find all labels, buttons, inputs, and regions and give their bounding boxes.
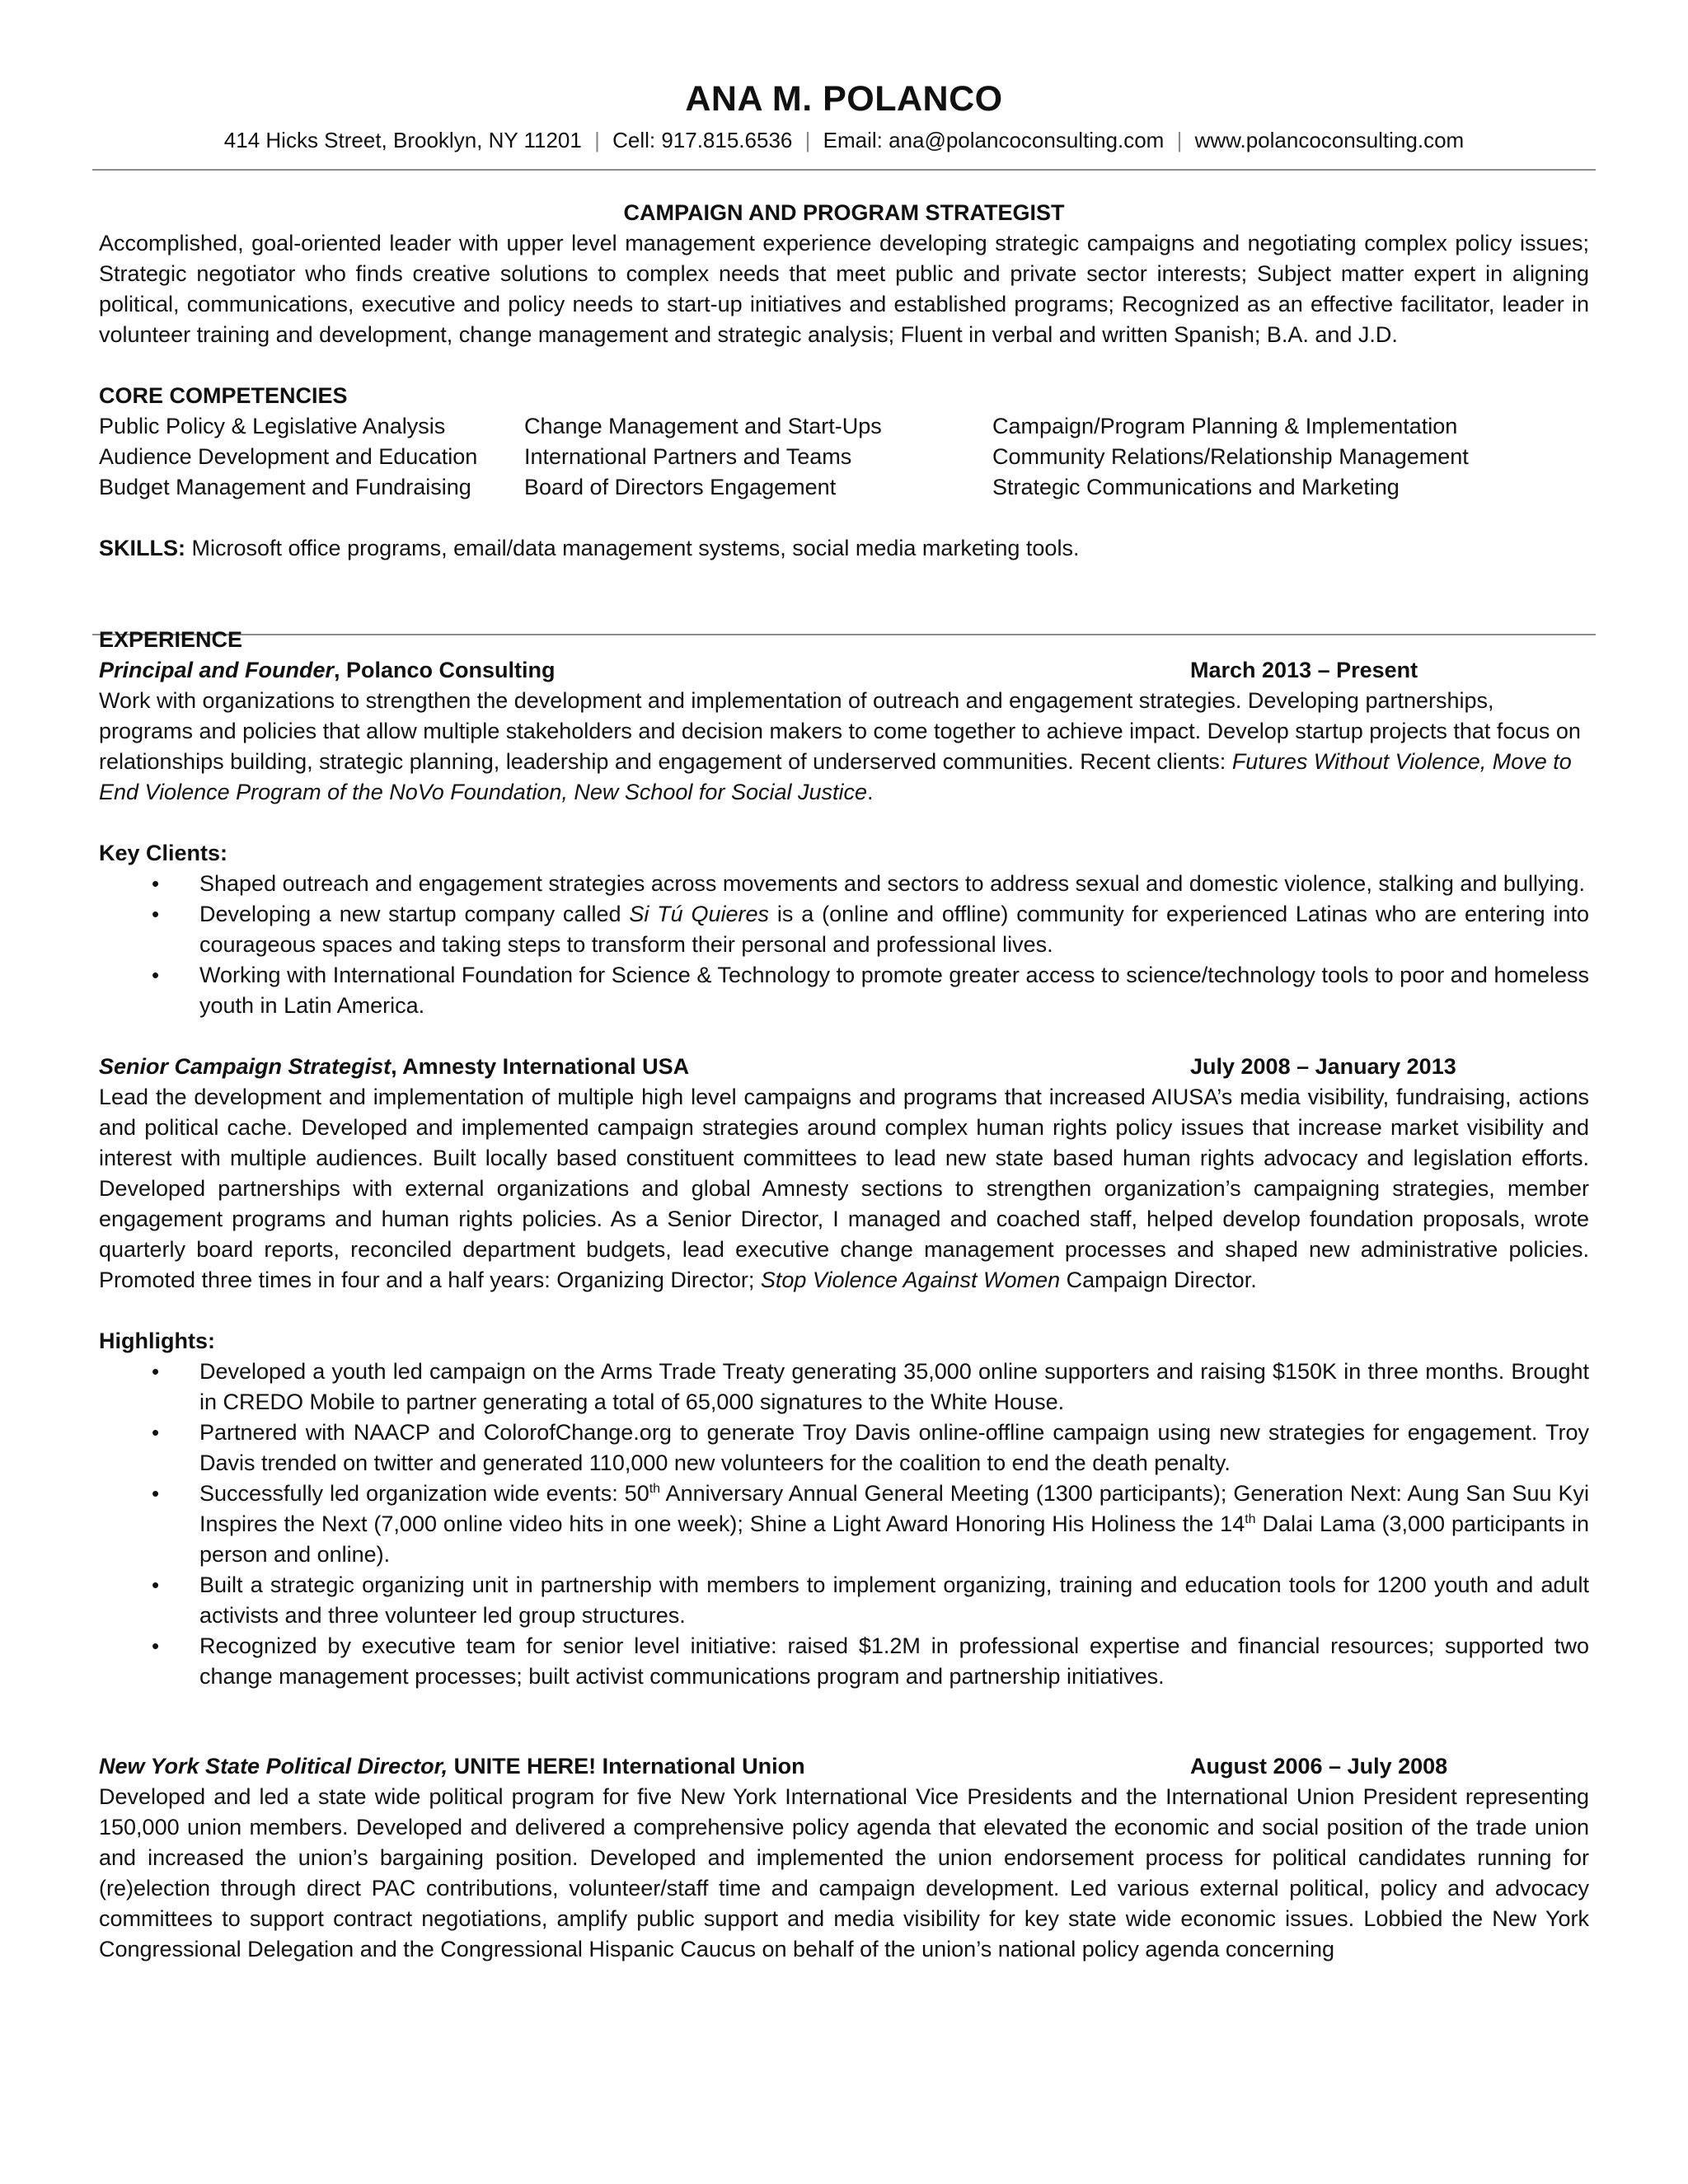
job-description: Developed and led a state wide political program for five New York International Vice Presidents and the International Union President representing 150,000 union members. Developed and delivered a comprehensive policy agenda that elevated the economic and social position of the trade union and increased the union’s bargaining position. Developed and implemented the union endorsement process for political candidates running for (re)election through direct PAC contributions, volunteer/staff time and campaign development. Led various external political, policy and advocacy committees to support contract negotiations, amplify public support and media visibility for key state wide economic issues. Lobbied the New York Congressional Delegation and the Congressional Hispanic Caucus on behalf of the union’s national policy agenda concerning [99,1784,1589,1961]
contact-email[interactable]: Email: ana@polancoconsulting.com [823,128,1165,152]
list-item [99,1357,1589,1418]
list-item [99,960,1589,1021]
key-clients-list [99,869,1589,1021]
ordinal-suffix: th [1245,1512,1256,1526]
job-header [99,1751,1589,1782]
contact-website[interactable]: www.polancoconsulting.com [1194,128,1465,152]
job-desc-text: Lead the development and implementation of multiple high level campaigns and programs that increased AIUSA’s media visibility, fundraising, actions and political cache. Developed and implemented campaign strategies around complex human rights policy issues that increase market visibility and interest with multiple audiences. Built locally based constituent committees to lead new state based human rights advocacy and legislation efforts. Developed partnerships with external organizations and global Amnesty sections to strengthen organization’s campaigning strategies, member engagement programs and human rights policies. As a Senior Director, I managed and coached staff, helped develop foundation proposals, wrote quarterly board reports, reconciled department budgets, lead executive change management processes and shaped new administrative policies. Promoted three times in four and a half years: Organizing Director; [99,1085,1589,1292]
job-dates: March 2013 – Present [1190,658,1418,682]
job-role: New York State Political Director, [99,1754,448,1779]
competency-item: Public Policy & Legislative Analysis [99,414,446,438]
competency-item: Campaign/Program Planning & Implementation [992,414,1458,438]
bullet-icon: • [152,871,160,896]
contact-cell: Cell: 917.815.6536 [612,128,793,152]
contact-line [99,125,1589,155]
ordinal-suffix: th [649,1482,661,1496]
competencies-grid [99,411,1589,503]
list-item-text: Successfully led organization wide events: 50 [199,1481,649,1506]
contact-separator: | [804,128,811,152]
competency-item: Community Relations/Relationship Management [992,444,1469,469]
job-org: UNITE HERE! International Union [448,1754,805,1779]
resume-page [99,76,1589,1965]
job-description [99,686,1589,808]
bullet-icon: • [152,1420,160,1445]
list-item-text: Developed a youth led campaign on the Arms Trade Treaty generating 35,000 online supporters and raising $150K in three months. Brought in CREDO Mobile to partner generating a total of 65,000 signatures to the White House. [199,1359,1589,1414]
skills-line [99,533,1589,564]
list-item-text: Built a strategic organizing unit in partnership with members to implement organizing, training and education tools for 1200 youth and adult activists and three volunteer led group structures. [199,1572,1589,1628]
bullet-icon: • [152,902,160,926]
competency-item: Strategic Communications and Marketing [992,475,1400,499]
job-role: Principal and Founder [99,658,335,682]
competency-item: Board of Directors Engagement [524,475,837,499]
competency-item: International Partners and Teams [524,444,852,469]
job-header [99,1052,1589,1082]
competency-item: Audience Development and Education [99,444,478,469]
list-item-text: Partnered with NAACP and ColorofChange.org to generate Troy Davis online-offline campaign using new strategies for engagement. Troy Davis trended on twitter and generated 110,000 new volunteers for the coalition to end the death penalty. [199,1420,1589,1475]
bullet-icon: • [152,963,160,987]
list-item [99,869,1589,899]
highlights-heading: Highlights: [99,1329,215,1353]
list-item [99,1418,1589,1479]
job-header [99,655,1589,686]
competency-item: Budget Management and Fundraising [99,475,471,499]
highlights-list [99,1357,1589,1692]
bullet-icon: • [152,1572,160,1597]
list-item-text: Developing a new startup company called [199,902,630,926]
experience-heading: EXPERIENCE [99,627,243,652]
job-desc-end: . [867,780,874,804]
list-item-text: Dalai Lama (3,000 participants in person and online). [199,1511,1589,1567]
skills-text: Microsoft office programs, email/data management systems, social media marketing tools. [185,536,1080,560]
list-item [99,1631,1589,1692]
key-clients-heading: Key Clients: [99,841,228,865]
job-role: Senior Campaign Strategist [99,1054,392,1079]
job-desc-end: Campaign Director. [1060,1268,1257,1292]
list-item [99,1570,1589,1631]
skills-label: SKILLS: [99,536,185,560]
candidate-name: ANA M. POLANCO [685,79,1003,119]
competency-item: Change Management and Start-Ups [524,414,882,438]
job-org: , Amnesty International USA [391,1054,690,1079]
job-org: , Polanco Consulting [334,658,556,682]
list-item-text: is a (online and offline) community for experienced Latinas who are entering into courageous spaces and taking steps to transform their personal and professional lives. [199,902,1589,957]
summary-paragraph: Accomplished, goal-oriented leader with upper level management experience developing strategic campaigns and negotiating complex policy issues; Strategic negotiator who finds creative solutions to complex needs that meet public and private sector interests; Subject matter expert in aligning political, communications, executive and policy needs to start-up initiatives and established programs; Recognized as an effective facilitator, leader in volunteer training and development, change management and strategic analysis; Fluent in verbal and written Spanish; B.A. and J.D. [99,231,1589,347]
competencies-heading: CORE COMPETENCIES [99,383,348,408]
company-name: Si Tú Quieres [629,902,770,926]
job-desc-text: Work with organizations to strengthen the development and implementation of outreach and engagement strategies. Developing partnerships, programs and policies that allow multiple stakeholders and decision makers to come together to achieve impact. Develop startup projects that focus on relationships building, strategic planning, leadership and engagement of underserved communities. Recent clients: [99,688,1581,774]
campaign-name: Stop Violence Against Women [760,1268,1061,1292]
job-dates: July 2008 – January 2013 [1190,1054,1456,1079]
contact-separator: | [594,128,600,152]
bullet-icon: • [152,1359,160,1384]
job-dates: August 2006 – July 2008 [1190,1754,1448,1779]
list-item-text: Shaped outreach and engagement strategies across movements and sectors to address sexual and domestic violence, stalking and bullying. [199,871,1585,896]
list-item [99,899,1589,960]
bullet-icon: • [152,1481,160,1506]
job-desc-clients: Futures Without Violence, Move to End Violence Program of the NoVo Foundation, New School for Social Justice [99,749,1572,804]
list-item-text: Anniversary Annual General Meeting (1300 participants); Generation Next: Aung San Suu Kyi Inspires the Next (7,000 online video hits in one week); Shine a Light Award Honoring His Holiness the 14 [199,1481,1589,1536]
list-item-text: Working with International Foundation for Science & Technology to promote greater access to science/technology tools to poor and homeless youth in Latin America. [199,963,1589,1018]
professional-title: CAMPAIGN AND PROGRAM STRATEGIST [623,200,1065,225]
job-description [99,1082,1589,1296]
list-item-text: Recognized by executive team for senior level initiative: raised $1.2M in professional expertise and financial resources; supported two change management processes; built activist communications program and partnership initiatives. [199,1633,1589,1689]
bullet-icon: • [152,1633,160,1658]
contact-separator: | [1176,128,1183,152]
list-item [99,1479,1589,1570]
contact-address: 414 Hicks Street, Brooklyn, NY 11201 [223,128,582,152]
